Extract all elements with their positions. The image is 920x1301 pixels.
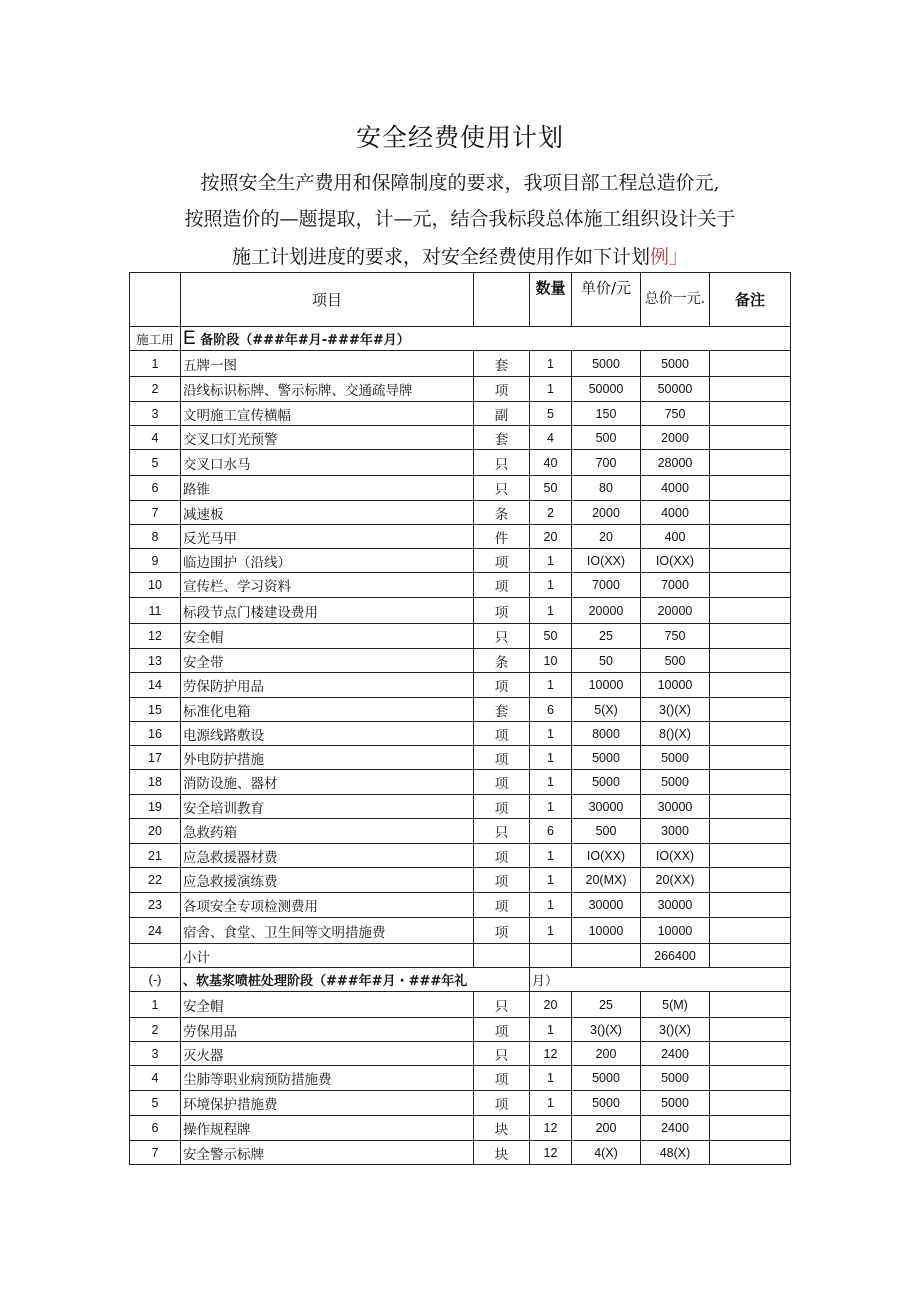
row-qty: 1: [530, 893, 572, 918]
row-name: 环境保护措施费: [181, 1091, 474, 1116]
row-no: 7: [130, 501, 181, 525]
row-unit: 只: [474, 450, 530, 476]
row-name: 反光马甲: [181, 525, 474, 549]
table-row: [130, 844, 791, 868]
row-unit: 块: [474, 1116, 530, 1141]
header-unit: [474, 273, 530, 327]
row-no: 16: [130, 722, 181, 746]
table-row: [130, 476, 791, 501]
row-note: [710, 992, 791, 1018]
row-no: 6: [130, 476, 181, 501]
table-row: [130, 377, 791, 402]
row-unit: 项: [474, 893, 530, 918]
row-total: 500: [641, 649, 710, 673]
row-qty: 1: [530, 377, 572, 402]
row-total: 28000: [641, 450, 710, 476]
table-row: [130, 450, 791, 476]
row-qty: 1: [530, 918, 572, 944]
row-qty: 1: [530, 1018, 572, 1042]
row-price: 4(X): [572, 1141, 641, 1165]
row-total: 48(X): [641, 1141, 710, 1165]
row-no: 15: [130, 698, 181, 722]
row-note: [710, 795, 791, 819]
row-name: 安全培训教育: [181, 795, 474, 819]
row-no: 6: [130, 1116, 181, 1141]
row-qty: 1: [530, 598, 572, 624]
row-name: 宣传栏、学习资料: [181, 573, 474, 598]
row-qty: 20: [530, 992, 572, 1018]
row-qty: 6: [530, 698, 572, 722]
section-1-title: [181, 327, 791, 351]
row-name: 交叉口水马: [181, 450, 474, 476]
row-unit: 项: [474, 844, 530, 868]
row-note: [710, 501, 791, 525]
row-total: 10000: [641, 918, 710, 944]
table-row: [130, 649, 791, 673]
row-unit: 套: [474, 698, 530, 722]
table-row: [130, 992, 791, 1018]
row-note: [710, 1116, 791, 1141]
row-qty: 6: [530, 819, 572, 844]
row-total: 20(XX): [641, 868, 710, 893]
row-name: 操作规程牌: [181, 1116, 474, 1141]
row-no: 1: [130, 351, 181, 377]
row-unit: 项: [474, 795, 530, 819]
header-note: 备注: [710, 273, 791, 327]
row-note: [710, 525, 791, 549]
row-note: [710, 426, 791, 450]
table-header-row: [130, 273, 791, 327]
row-name: 标段节点门楼建设费用: [181, 598, 474, 624]
row-total: 3()(X): [641, 1018, 710, 1042]
row-no: 14: [130, 673, 181, 698]
row-name: 各项安全专项检测费用: [181, 893, 474, 918]
row-price: 20000: [572, 598, 641, 624]
row-note: [710, 1018, 791, 1042]
table-row: [130, 1141, 791, 1165]
row-qty: 5: [530, 402, 572, 426]
row-unit: 套: [474, 426, 530, 450]
row-name: 尘肺等职业病预防措施费: [181, 1066, 474, 1091]
row-total: 10000: [641, 673, 710, 698]
table-row: [130, 1116, 791, 1141]
row-total: 50000: [641, 377, 710, 402]
row-unit: 条: [474, 501, 530, 525]
row-no: 1: [130, 992, 181, 1018]
table-row: [130, 501, 791, 525]
row-qty: 1: [530, 746, 572, 770]
row-total: 2400: [641, 1042, 710, 1066]
row-qty: 10: [530, 649, 572, 673]
subtotal-value: 266400: [641, 944, 710, 968]
row-unit: 副: [474, 402, 530, 426]
row-note: [710, 1066, 791, 1091]
table-row: [130, 1066, 791, 1091]
row-note: [710, 549, 791, 573]
row-price: 500: [572, 426, 641, 450]
row-qty: 12: [530, 1141, 572, 1165]
row-price: 200: [572, 1042, 641, 1066]
row-no: 4: [130, 426, 181, 450]
intro-line-1: 按照安全生产费用和保障制度的要求，我项目部工程总造价元,: [200, 172, 720, 194]
row-total: 750: [641, 402, 710, 426]
row-note: [710, 402, 791, 426]
row-price: 50: [572, 649, 641, 673]
row-note: [710, 819, 791, 844]
row-price: 5(X): [572, 698, 641, 722]
table-row: [130, 525, 791, 549]
row-name: 应急救援器材费: [181, 844, 474, 868]
row-qty: 1: [530, 795, 572, 819]
row-qty: 1: [530, 673, 572, 698]
row-qty: 50: [530, 624, 572, 649]
row-total: 30000: [641, 795, 710, 819]
row-qty: 1: [530, 844, 572, 868]
section-2-header: [130, 968, 791, 992]
row-price: 20: [572, 525, 641, 549]
section-2-label: (-): [130, 968, 181, 992]
row-no: 24: [130, 918, 181, 944]
row-total: IO(XX): [641, 844, 710, 868]
row-qty: 2: [530, 501, 572, 525]
row-price: 8000: [572, 722, 641, 746]
row-price: 7000: [572, 573, 641, 598]
row-qty: 1: [530, 573, 572, 598]
row-total: 5000: [641, 770, 710, 795]
header-no: [130, 273, 181, 327]
subtotal-note: [710, 944, 791, 968]
row-unit: 项: [474, 377, 530, 402]
row-note: [710, 844, 791, 868]
row-unit: 套: [474, 351, 530, 377]
row-unit: 项: [474, 770, 530, 795]
row-note: [710, 746, 791, 770]
row-note: [710, 918, 791, 944]
row-price: 25: [572, 624, 641, 649]
subtotal-label: 小计: [181, 944, 474, 968]
row-name: 五牌一图: [181, 351, 474, 377]
row-no: 7: [130, 1141, 181, 1165]
table-row: [130, 1091, 791, 1116]
budget-table: [129, 272, 791, 1165]
row-total: 400: [641, 525, 710, 549]
row-no: 17: [130, 746, 181, 770]
section-1-name: 备阶段（###年#月-###年#月）: [200, 332, 410, 348]
row-total: 4000: [641, 476, 710, 501]
row-total: 3()(X): [641, 698, 710, 722]
row-note: [710, 573, 791, 598]
row-qty: 12: [530, 1042, 572, 1066]
table-row: [130, 673, 791, 698]
row-no: 23: [130, 893, 181, 918]
row-unit: 项: [474, 1091, 530, 1116]
row-unit: 只: [474, 476, 530, 501]
row-unit: 项: [474, 746, 530, 770]
header-item: 项目: [181, 273, 474, 327]
intro-line-3-tail: 例」: [650, 246, 689, 268]
row-note: [710, 893, 791, 918]
row-note: [710, 476, 791, 501]
row-no: 22: [130, 868, 181, 893]
row-no: 3: [130, 402, 181, 426]
intro-line-3: [0, 242, 920, 269]
row-no: 8: [130, 525, 181, 549]
subtotal-no: [130, 944, 181, 968]
row-price: 30000: [572, 795, 641, 819]
header-qty: 数量: [530, 273, 572, 327]
row-price: 5000: [572, 351, 641, 377]
row-name: 沿线标识标牌、警示标牌、交通疏导牌: [181, 377, 474, 402]
section-2-name: 、软基浆喷桩处理阶段（###年#月・###年礼: [181, 968, 530, 992]
row-total: 5(M): [641, 992, 710, 1018]
row-name: 劳保用品: [181, 1018, 474, 1042]
row-price: 10000: [572, 918, 641, 944]
row-name: 急救药箱: [181, 819, 474, 844]
table-row: [130, 1018, 791, 1042]
row-price: 150: [572, 402, 641, 426]
row-total: 7000: [641, 573, 710, 598]
row-note: [710, 624, 791, 649]
subtotal-qty: [530, 944, 572, 968]
document-title: 安全经费使用计划: [355, 123, 564, 152]
header-unit-price: 单价/元: [572, 273, 641, 327]
row-name: 路锥: [181, 476, 474, 501]
row-price: IO(XX): [572, 844, 641, 868]
row-no: 10: [130, 573, 181, 598]
row-no: 5: [130, 1091, 181, 1116]
row-qty: 50: [530, 476, 572, 501]
row-name: 消防设施、器材: [181, 770, 474, 795]
row-qty: 1: [530, 1091, 572, 1116]
row-total: 5000: [641, 1066, 710, 1091]
row-total: 5000: [641, 746, 710, 770]
table-row: [130, 918, 791, 944]
row-name: 外电防护措施: [181, 746, 474, 770]
table-row: [130, 351, 791, 377]
section-1-header: [130, 327, 791, 351]
table-row: [130, 819, 791, 844]
row-unit: 只: [474, 1042, 530, 1066]
row-note: [710, 1141, 791, 1165]
row-name: 减速板: [181, 501, 474, 525]
row-name: 安全带: [181, 649, 474, 673]
row-name: 安全帽: [181, 992, 474, 1018]
row-name: 标准化电箱: [181, 698, 474, 722]
row-no: 2: [130, 377, 181, 402]
subtotal-price: [572, 944, 641, 968]
row-name: 交叉口灯光预警: [181, 426, 474, 450]
row-price: 5000: [572, 746, 641, 770]
row-no: 5: [130, 450, 181, 476]
table-row: [130, 746, 791, 770]
row-price: 80: [572, 476, 641, 501]
row-name: 灭火器: [181, 1042, 474, 1066]
row-unit: 项: [474, 918, 530, 944]
row-price: 2000: [572, 501, 641, 525]
row-name: 临边围护（沿线）: [181, 549, 474, 573]
row-price: 3()(X): [572, 1018, 641, 1042]
row-price: 5000: [572, 1066, 641, 1091]
row-qty: 1: [530, 722, 572, 746]
intro-line-2: 按照造价的—题提取，计—元，结合我标段总体施工组织设计关于: [184, 208, 736, 230]
row-price: 200: [572, 1116, 641, 1141]
subtotal-unit: [474, 944, 530, 968]
row-total: 20000: [641, 598, 710, 624]
table-row: [130, 698, 791, 722]
table-row: [130, 549, 791, 573]
table-row: [130, 1042, 791, 1066]
row-total: 2400: [641, 1116, 710, 1141]
row-no: 3: [130, 1042, 181, 1066]
table-row: [130, 770, 791, 795]
section-1-label: 施工用: [130, 327, 181, 351]
row-price: 50000: [572, 377, 641, 402]
row-unit: 项: [474, 1066, 530, 1091]
row-total: 5000: [641, 351, 710, 377]
row-unit: 条: [474, 649, 530, 673]
row-price: 5000: [572, 1091, 641, 1116]
row-total: 30000: [641, 893, 710, 918]
intro-line-3-text: 施工计划进度的要求，对安全经费使用作如下计划: [231, 246, 650, 268]
row-unit: 块: [474, 1141, 530, 1165]
row-total: 2000: [641, 426, 710, 450]
row-no: 12: [130, 624, 181, 649]
row-no: 21: [130, 844, 181, 868]
table-row: [130, 426, 791, 450]
row-name: 安全警示标牌: [181, 1141, 474, 1165]
row-note: [710, 673, 791, 698]
row-price: 25: [572, 992, 641, 1018]
row-total: 8()(X): [641, 722, 710, 746]
row-qty: 1: [530, 1066, 572, 1091]
row-price: 5000: [572, 770, 641, 795]
row-unit: 只: [474, 624, 530, 649]
table-row: [130, 722, 791, 746]
row-qty: 20: [530, 525, 572, 549]
row-unit: 项: [474, 549, 530, 573]
row-unit: 只: [474, 992, 530, 1018]
section-1-e: E: [183, 327, 196, 349]
header-total: 总价一元.: [641, 273, 710, 327]
row-total: 750: [641, 624, 710, 649]
row-name: 劳保防护用品: [181, 673, 474, 698]
row-no: 2: [130, 1018, 181, 1042]
row-total: 5000: [641, 1091, 710, 1116]
table-row: [130, 893, 791, 918]
table-row: [130, 573, 791, 598]
row-no: 4: [130, 1066, 181, 1091]
row-note: [710, 698, 791, 722]
table-row: [130, 795, 791, 819]
row-name: 应急救援演练费: [181, 868, 474, 893]
row-note: [710, 649, 791, 673]
row-qty: 40: [530, 450, 572, 476]
row-unit: 项: [474, 598, 530, 624]
row-price: 20(MX): [572, 868, 641, 893]
row-note: [710, 868, 791, 893]
row-unit: 件: [474, 525, 530, 549]
section-2-name-tail: 月）: [530, 968, 791, 992]
row-price: IO(XX): [572, 549, 641, 573]
row-qty: 1: [530, 770, 572, 795]
row-total: 3000: [641, 819, 710, 844]
table-row: [130, 598, 791, 624]
row-price: 500: [572, 819, 641, 844]
row-note: [710, 377, 791, 402]
table-row: [130, 624, 791, 649]
row-name: 安全帽: [181, 624, 474, 649]
row-qty: 1: [530, 351, 572, 377]
row-note: [710, 1091, 791, 1116]
row-price: 700: [572, 450, 641, 476]
row-no: 11: [130, 598, 181, 624]
row-no: 18: [130, 770, 181, 795]
row-qty: 12: [530, 1116, 572, 1141]
row-name: 电源线路敷设: [181, 722, 474, 746]
row-price: 30000: [572, 893, 641, 918]
row-total: 4000: [641, 501, 710, 525]
row-no: 20: [130, 819, 181, 844]
row-qty: 1: [530, 549, 572, 573]
row-unit: 项: [474, 673, 530, 698]
row-unit: 项: [474, 868, 530, 893]
subtotal-row: [130, 944, 791, 968]
row-no: 19: [130, 795, 181, 819]
row-unit: 项: [474, 1018, 530, 1042]
row-price: 10000: [572, 673, 641, 698]
row-note: [710, 450, 791, 476]
table-row: [130, 868, 791, 893]
row-unit: 项: [474, 722, 530, 746]
row-unit: 只: [474, 819, 530, 844]
row-qty: 1: [530, 868, 572, 893]
row-note: [710, 770, 791, 795]
row-note: [710, 722, 791, 746]
row-note: [710, 1042, 791, 1066]
table-row: [130, 402, 791, 426]
row-qty: 4: [530, 426, 572, 450]
row-name: 文明施工宣传横幅: [181, 402, 474, 426]
row-unit: 项: [474, 573, 530, 598]
row-note: [710, 351, 791, 377]
row-no: 13: [130, 649, 181, 673]
row-no: 9: [130, 549, 181, 573]
row-total: IO(XX): [641, 549, 710, 573]
row-note: [710, 598, 791, 624]
row-name: 宿舍、食堂、卫生间等文明措施费: [181, 918, 474, 944]
